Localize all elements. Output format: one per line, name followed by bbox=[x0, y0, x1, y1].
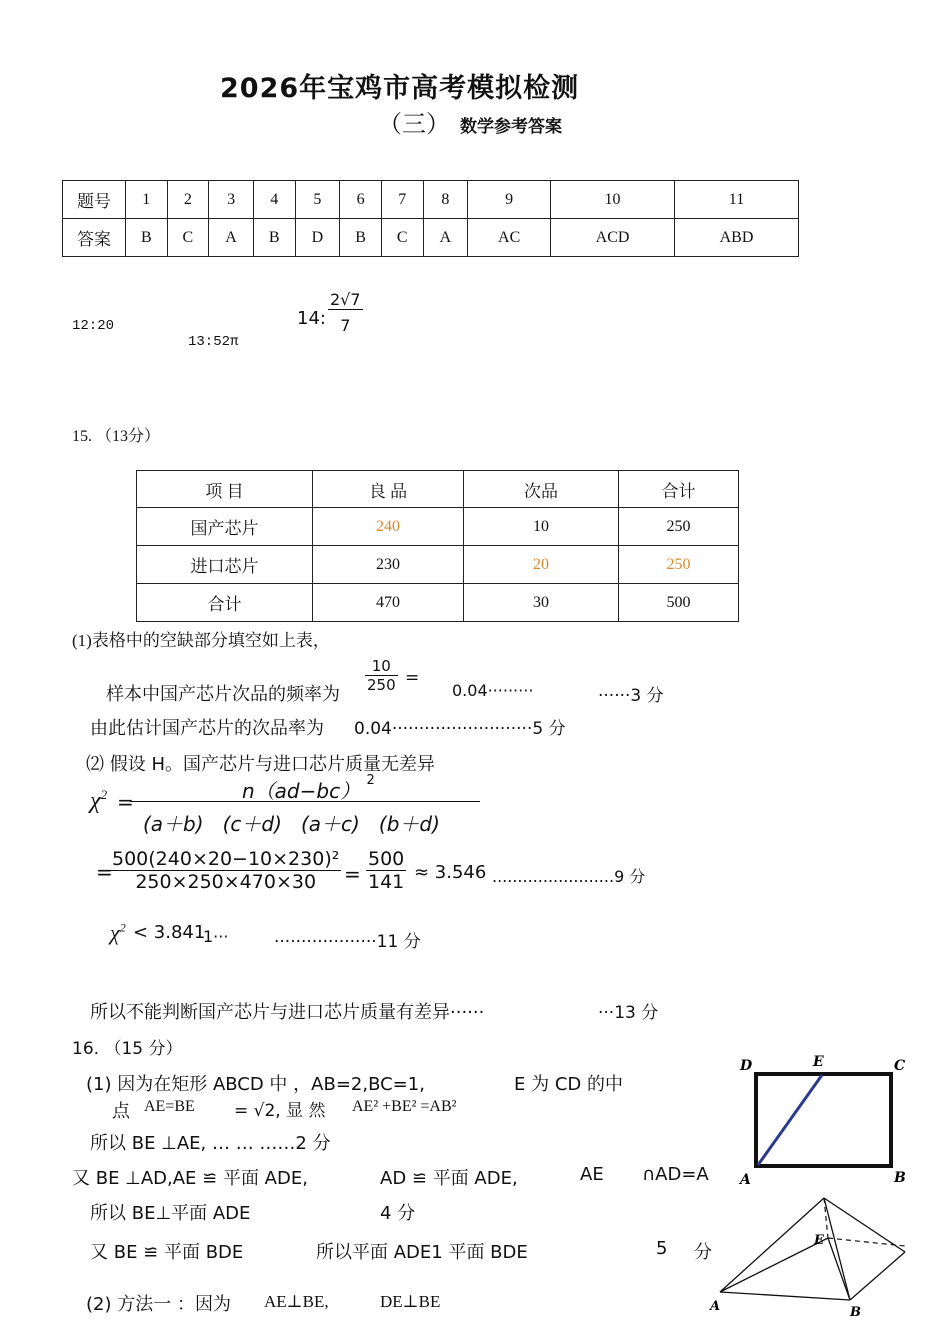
answer-value: B bbox=[340, 219, 382, 257]
edge bbox=[720, 1292, 850, 1300]
q15-heading: 15. （13分） bbox=[72, 428, 161, 445]
answer-value: ABD bbox=[675, 219, 799, 257]
edge bbox=[828, 1238, 850, 1300]
answer-value: B bbox=[126, 219, 168, 257]
q16-line2b: AE=BE bbox=[144, 1098, 195, 1115]
q16-line7b: AE⊥BE, bbox=[264, 1292, 329, 1311]
answer-value: ACD bbox=[551, 219, 675, 257]
answer-value: D bbox=[295, 219, 340, 257]
label-e: E bbox=[813, 1054, 824, 1070]
q15-estimate-label: 由此估计国产芯片的次品率为 bbox=[90, 718, 324, 739]
answer-number: 3 bbox=[209, 181, 254, 219]
answer-12: 12:20 bbox=[72, 318, 115, 334]
segment-ae bbox=[758, 1075, 822, 1165]
q15-score-3: ······3 分 bbox=[598, 686, 664, 706]
q15-cell-filled: 240 bbox=[313, 508, 464, 546]
q15-table-row bbox=[137, 584, 739, 622]
q15-table-header-row bbox=[137, 471, 739, 508]
chi-square-symbol bbox=[90, 787, 107, 815]
calc-result-fraction bbox=[366, 848, 406, 893]
q15-col-header: 次品 bbox=[464, 471, 619, 508]
q16-line7a: (2) 方法一 ：因为 bbox=[86, 1294, 231, 1315]
chi2-exponent: 2 bbox=[119, 920, 126, 935]
q16-line1a: (1) 因为在矩形 ABCD 中 ，AB=2,BC=1, bbox=[86, 1074, 425, 1095]
chi2-compare-symbol bbox=[110, 920, 126, 946]
q16-line6b: 所以平面 ADE1 平面 BDE bbox=[316, 1242, 528, 1263]
q15-cell: 合计 bbox=[137, 584, 313, 622]
edge bbox=[720, 1198, 824, 1292]
answer-14-numerator: 2√7 bbox=[330, 290, 361, 309]
q16-line4a: 又 BE ⊥AD,AE ≌ 平面 ADE, bbox=[72, 1168, 308, 1189]
q15-cell: 470 bbox=[313, 584, 464, 622]
answer-number: 4 bbox=[253, 181, 295, 219]
answer-number: 10 bbox=[551, 181, 675, 219]
q16-line4c: AE bbox=[580, 1164, 604, 1185]
answer-table bbox=[62, 180, 799, 257]
label-c: C bbox=[894, 1058, 906, 1074]
q16-heading: 16. （15 分） bbox=[72, 1039, 183, 1059]
q15-cell: 250 bbox=[619, 508, 739, 546]
calc-approx: ≈ 3.546 bbox=[414, 862, 487, 883]
q15-freq-numerator: 10 bbox=[365, 657, 398, 676]
edge bbox=[720, 1238, 828, 1292]
chi-equals: = bbox=[117, 790, 134, 814]
pyramid-figure bbox=[700, 1192, 912, 1322]
q15-cell: 500 bbox=[619, 584, 739, 622]
q15-cell-filled: 250 bbox=[619, 546, 739, 584]
answer-number: 8 bbox=[423, 181, 468, 219]
q15-part2: ⑵ 假设 H。国产芯片与进口芯片质量无差异 bbox=[86, 754, 435, 775]
answer-table-header-number: 题号 bbox=[63, 181, 126, 219]
answer-value: A bbox=[209, 219, 254, 257]
formula-numerator-text: n（ad−bc） bbox=[242, 779, 361, 803]
label-b: B bbox=[894, 1170, 906, 1186]
answer-number: 7 bbox=[381, 181, 423, 219]
q15-col-header: 良 品 bbox=[313, 471, 464, 508]
q15-freq-value: 0.04········· bbox=[452, 681, 534, 700]
answer-number: 11 bbox=[675, 181, 799, 219]
q16-line2c: = √2, 显 然 bbox=[234, 1101, 326, 1121]
q15-col-header: 项 目 bbox=[137, 471, 313, 508]
answer-number: 1 bbox=[126, 181, 168, 219]
label-d: D bbox=[740, 1058, 753, 1074]
q15-cell: 30 bbox=[464, 584, 619, 622]
rectangle-figure bbox=[730, 1048, 914, 1190]
answer-table-header-answer: 答案 bbox=[63, 219, 126, 257]
page-title: 2026年宝鸡市高考模拟检测 bbox=[220, 73, 580, 104]
page-subtitle-number: （三） bbox=[378, 110, 450, 138]
page-subtitle: 数学参考答案 bbox=[460, 117, 562, 137]
calc-fraction bbox=[110, 848, 341, 893]
rectangle-abcd bbox=[756, 1074, 891, 1166]
formula-exponent: 2 bbox=[366, 773, 375, 789]
q16-line6c: 5 bbox=[656, 1238, 668, 1259]
q15-col-header: 合计 bbox=[619, 471, 739, 508]
chi2-symbol: χ bbox=[110, 920, 120, 945]
formula-fraction-bar bbox=[130, 801, 480, 802]
chi-symbol: χ bbox=[90, 788, 101, 814]
answer-value: C bbox=[167, 219, 209, 257]
q15-score-13: ···13 分 bbox=[598, 1003, 659, 1023]
answer-value: B bbox=[253, 219, 295, 257]
q15-cell: 国产芯片 bbox=[137, 508, 313, 546]
q15-freq-fraction bbox=[365, 657, 398, 694]
answer-14-label: 14: bbox=[297, 308, 326, 329]
q15-cell: 230 bbox=[313, 546, 464, 584]
q16-line2a: 点 bbox=[112, 1101, 130, 1122]
q15-freq-label: 样本中国产芯片次品的频率为 bbox=[106, 684, 340, 705]
q16-line4b: AD ≌ 平面 ADE, bbox=[380, 1168, 518, 1189]
q16-line1b: E 为 CD 的中 bbox=[514, 1074, 623, 1095]
q15-freq-denominator: 250 bbox=[367, 676, 396, 694]
q15-conclusion: 所以不能判断国产芯片与进口芯片质量有差异······ bbox=[90, 1002, 485, 1023]
answer-number: 5 bbox=[295, 181, 340, 219]
answer-table-value-row bbox=[63, 219, 799, 257]
q15-part1: (1)表格中的空缺部分填空如上表， bbox=[72, 631, 330, 650]
q15-table-row bbox=[137, 546, 739, 584]
label-a: A bbox=[710, 1299, 721, 1314]
q16-line5a: 所以 BE⊥平面 ADE bbox=[90, 1203, 251, 1224]
label-b: B bbox=[850, 1305, 861, 1320]
answer-value: C bbox=[381, 219, 423, 257]
q16-line6d: 分 bbox=[694, 1242, 712, 1263]
q16-line6a: 又 BE ≌ 平面 BDE bbox=[90, 1242, 244, 1263]
formula-numerator bbox=[242, 775, 375, 804]
calc-result-numerator: 500 bbox=[368, 848, 405, 870]
answer-number: 2 bbox=[167, 181, 209, 219]
q16-line2d: AE² +BE² =AB² bbox=[352, 1098, 457, 1115]
q16-line4d: ∩AD=A bbox=[642, 1164, 709, 1185]
calc-equals-2: = bbox=[344, 862, 361, 886]
formula-denominator: (a＋b) (c＋d) (a＋c) (b＋d) bbox=[143, 812, 440, 836]
answer-14-denominator: 7 bbox=[340, 316, 351, 335]
label-a: A bbox=[740, 1172, 751, 1188]
calc-result-denominator: 141 bbox=[368, 871, 405, 893]
q16-line7c: DE⊥BE bbox=[380, 1292, 441, 1311]
q15-freq-equals: = bbox=[405, 668, 420, 688]
answer-14-fraction bbox=[328, 290, 363, 335]
answer-13: 13:52π bbox=[188, 334, 239, 350]
q16-line3: 所以 BE ⊥AE, … … ……2 分 bbox=[90, 1133, 331, 1154]
answer-number: 9 bbox=[468, 181, 551, 219]
q15-score-9: ........................9 分 bbox=[492, 867, 646, 886]
q15-cell: 进口芯片 bbox=[137, 546, 313, 584]
q15-table bbox=[136, 470, 739, 622]
chi-exponent: 2 bbox=[100, 787, 108, 802]
calc-numerator: 500(240×20−10×230)² bbox=[112, 848, 340, 870]
answer-value: A bbox=[423, 219, 468, 257]
q15-score-11: ···················11 分 bbox=[274, 932, 421, 952]
answer-table-number-row bbox=[63, 181, 799, 219]
chi2-compare: < 3.841 bbox=[133, 922, 206, 943]
calc-equals: = bbox=[96, 860, 113, 884]
q16-line5b: 4 分 bbox=[380, 1203, 416, 1224]
q15-cell: 10 bbox=[464, 508, 619, 546]
q15-estimate-value: 0.04··························5 分 bbox=[354, 719, 566, 739]
q15-table-row bbox=[137, 508, 739, 546]
answer-value: AC bbox=[468, 219, 551, 257]
answer-number: 6 bbox=[340, 181, 382, 219]
label-e: E bbox=[814, 1233, 824, 1248]
q15-cell-filled: 20 bbox=[464, 546, 619, 584]
hidden-edge bbox=[828, 1238, 905, 1246]
edge bbox=[850, 1252, 905, 1300]
calc-denominator: 250×250×470×30 bbox=[135, 871, 317, 893]
chi2-tail: 1··· bbox=[203, 927, 229, 946]
